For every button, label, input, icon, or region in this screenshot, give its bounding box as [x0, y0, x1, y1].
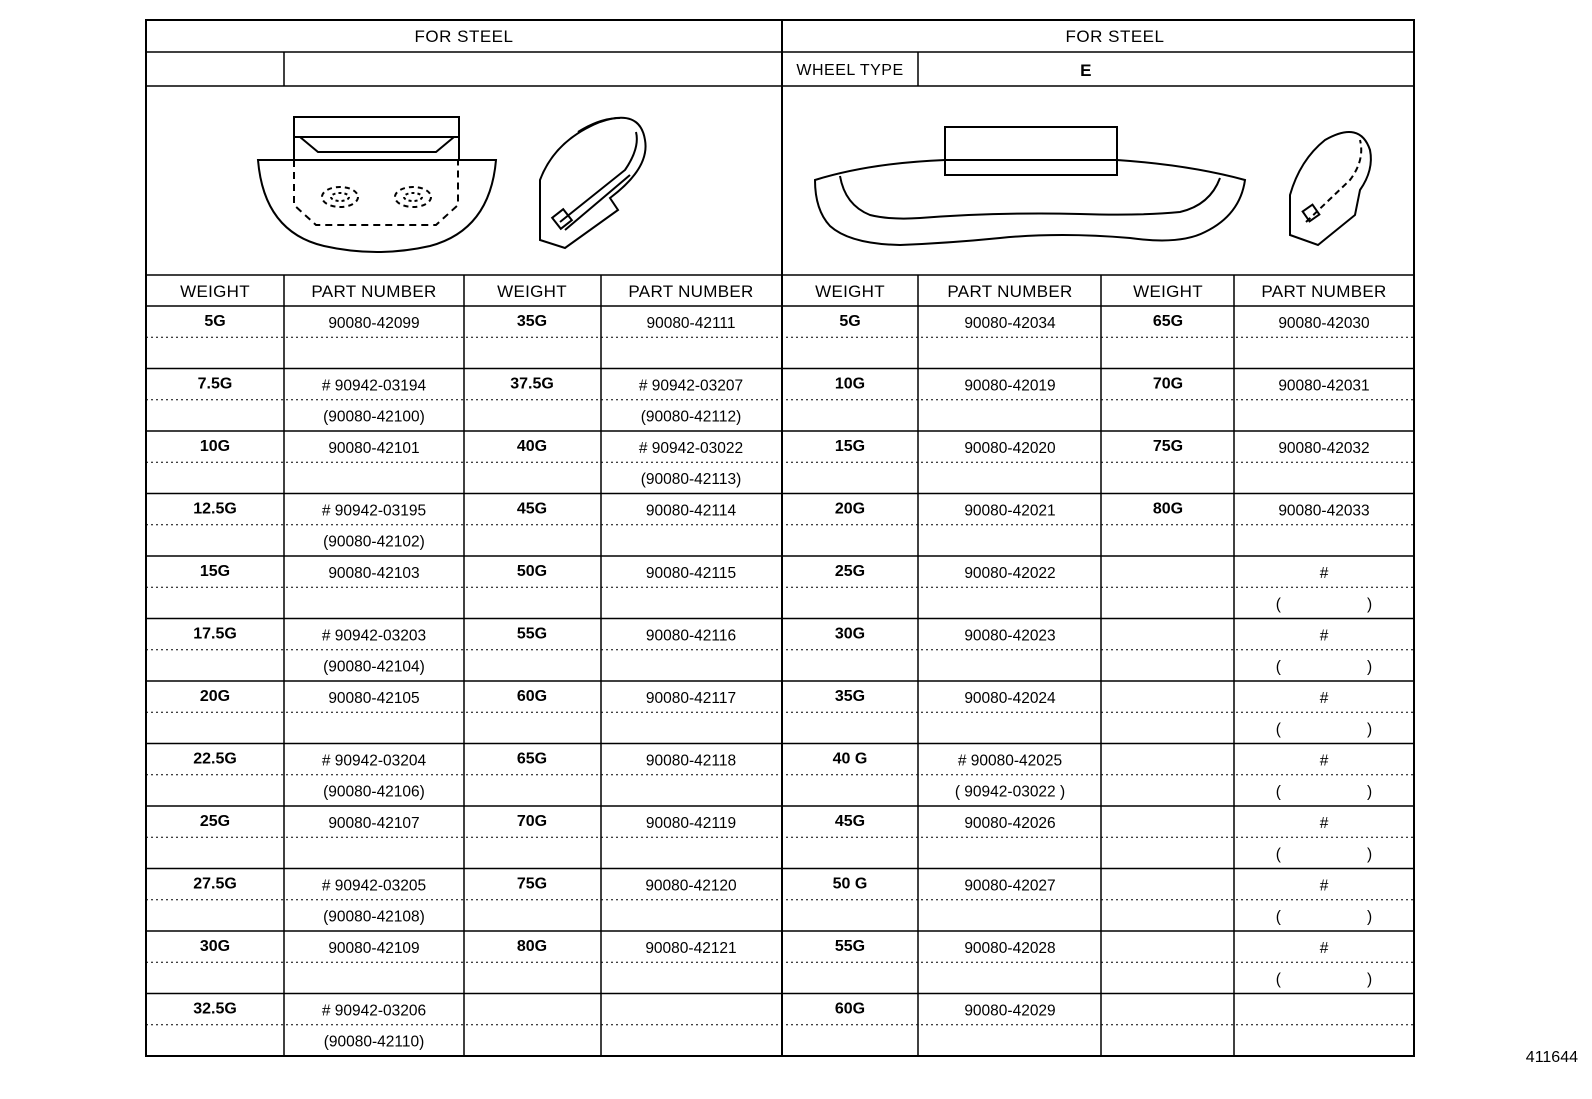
left-part-number-cell: # 90942-03204 [321, 752, 427, 770]
left-part-number-cell: # 90942-03207 [638, 377, 744, 395]
right-alt-part-number-cell: ( 90942-03022 ) [954, 783, 1066, 801]
left-weight-cell: 45G [516, 500, 548, 518]
left-part-number-header-2: PART NUMBER [628, 282, 754, 301]
left-weight-cell: 7.5G [197, 375, 233, 393]
right-alt-part-number-cell: ( ) [1275, 971, 1373, 988]
right-part-number-cell: 90080-42028 [964, 940, 1056, 957]
right-weight-cell: 55G [834, 938, 866, 955]
left-part-number-cell: # 90942-03205 [321, 877, 427, 895]
right-part-number-cell: # [1319, 627, 1329, 645]
right-part-number-cell: 90080-42030 [1278, 315, 1370, 332]
left-part-number-cell: 90080-42111 [646, 315, 736, 332]
left-part-number-cell: 90080-42099 [328, 315, 420, 332]
left-alt-part-number-cell: (90080-42104) [323, 658, 425, 676]
right-part-number-cell: 90080-42034 [964, 315, 1056, 332]
right-weight-cell: 60G [834, 1000, 866, 1018]
right-weight-cell: 30G [834, 625, 866, 643]
left-weight-cell: 12.5G [193, 500, 237, 518]
right-weight-cell: 75G [1152, 438, 1184, 455]
left-part-number-cell: 90080-42105 [328, 690, 420, 707]
right-weight-header-2: WEIGHT [1133, 282, 1203, 301]
left-weight-cell: 15G [199, 563, 231, 580]
left-weight-cell: 35G [516, 313, 548, 330]
right-weight-cell: 50 G [832, 875, 868, 893]
left-part-number-cell: # 90942-03203 [321, 627, 427, 645]
left-part-number-cell: 90080-42121 [645, 940, 737, 957]
left-weight-cell: 32.5G [193, 1000, 237, 1018]
left-weight-cell: 40G [516, 438, 548, 455]
left-weight-cell: 50G [516, 563, 548, 580]
left-part-number-cell: 90080-42119 [645, 815, 737, 832]
right-alt-part-number-cell: ( ) [1275, 658, 1373, 676]
right-alt-part-number-cell: ( ) [1275, 846, 1373, 863]
right-part-number-cell: 90080-42021 [964, 502, 1056, 520]
right-alt-part-number-cell: ( ) [1275, 596, 1373, 613]
right-weight-cell: 5G [839, 313, 861, 330]
left-part-number-cell: 90080-42114 [645, 502, 737, 520]
right-part-number-cell: # [1319, 752, 1329, 770]
wheel-weight-type-e-side-illustration [1290, 132, 1371, 245]
left-part-number-header-1: PART NUMBER [311, 282, 437, 301]
left-part-number-cell: # 90942-03022 [638, 440, 744, 457]
left-part-number-cell: 90080-42117 [645, 690, 737, 707]
right-alt-part-number-cell: ( ) [1275, 908, 1373, 926]
left-weight-cell: 22.5G [193, 750, 237, 768]
right-part-number-cell: 90080-42031 [1278, 377, 1370, 395]
wheel-type-label: WHEEL TYPE [796, 62, 904, 79]
left-part-number-cell: # 90942-03194 [321, 377, 427, 395]
left-part-number-cell: 90080-42115 [645, 565, 737, 582]
document-id: 411644 [1525, 1049, 1578, 1066]
wheel-weight-type-e-front-illustration [815, 127, 1245, 245]
right-alt-part-number-cell: ( ) [1275, 783, 1373, 801]
right-part-number-cell: 90080-42020 [964, 440, 1056, 457]
right-weight-cell: 45G [834, 813, 866, 830]
right-weight-cell: 40 G [832, 750, 868, 768]
left-title: FOR STEEL [414, 27, 514, 46]
right-weight-cell: 35G [834, 688, 866, 705]
left-alt-part-number-cell: (90080-42113) [640, 471, 742, 488]
left-part-number-cell: 90080-42116 [645, 627, 737, 645]
right-weight-header-1: WEIGHT [815, 282, 885, 301]
left-weight-cell: 60G [516, 688, 548, 705]
right-part-number-cell: # [1319, 565, 1329, 582]
right-part-number-cell: 90080-42022 [964, 565, 1056, 582]
left-alt-part-number-cell: (90080-42106) [323, 783, 425, 801]
right-weight-cell: 70G [1152, 375, 1184, 393]
wheel-type-value: E [1080, 61, 1092, 80]
left-part-number-cell: 90080-42107 [328, 815, 420, 832]
left-alt-part-number-cell: (90080-42102) [323, 533, 425, 551]
left-weight-cell: 70G [516, 813, 548, 830]
left-weight-cell: 5G [204, 313, 226, 330]
right-part-number-cell: 90080-42029 [964, 1002, 1056, 1020]
right-weight-cell: 25G [834, 563, 866, 580]
left-weight-cell: 17.5G [193, 625, 237, 643]
left-weight-cell: 27.5G [193, 875, 237, 893]
right-part-number-cell: # [1319, 690, 1329, 707]
left-part-number-cell: 90080-42109 [328, 940, 420, 957]
left-part-number-cell: # 90942-03206 [321, 1002, 427, 1020]
left-weight-cell: 20G [199, 688, 231, 705]
right-part-number-cell: # [1319, 815, 1329, 832]
right-weight-cell: 15G [834, 438, 866, 455]
left-part-number-cell: 90080-42103 [328, 565, 420, 582]
right-part-number-cell: # [1319, 877, 1329, 895]
left-weight-cell: 75G [516, 875, 548, 893]
left-alt-part-number-cell: (90080-42108) [323, 908, 425, 926]
right-title: FOR STEEL [1065, 27, 1165, 46]
right-part-number-cell: 90080-42026 [964, 815, 1056, 832]
right-part-number-cell: 90080-42033 [1278, 502, 1370, 520]
left-part-number-cell: 90080-42120 [645, 877, 737, 895]
right-part-number-cell: # 90080-42025 [957, 752, 1063, 770]
left-weight-header-1: WEIGHT [180, 282, 250, 301]
left-weight-cell: 80G [516, 938, 548, 955]
right-weight-cell: 65G [1152, 313, 1184, 330]
right-weight-cell: 80G [1152, 500, 1184, 518]
right-part-number-cell: # [1319, 940, 1329, 957]
left-weight-cell: 37.5G [510, 375, 554, 393]
right-weight-cell: 10G [834, 375, 866, 393]
left-part-number-cell: # 90942-03195 [321, 502, 427, 520]
left-alt-part-number-cell: (90080-42100) [323, 408, 425, 426]
right-part-number-cell: 90080-42023 [964, 627, 1056, 645]
left-alt-part-number-cell: (90080-42112) [640, 408, 742, 426]
left-weight-cell: 30G [199, 938, 231, 955]
right-part-number-header-2: PART NUMBER [1261, 282, 1387, 301]
left-weight-header-2: WEIGHT [497, 282, 567, 301]
left-alt-part-number-cell: (90080-42110) [323, 1033, 425, 1051]
left-part-number-cell: 90080-42101 [328, 440, 420, 457]
right-part-number-cell: 90080-42032 [1278, 440, 1370, 457]
left-part-number-cell: 90080-42118 [645, 752, 737, 770]
right-weight-cell: 20G [834, 500, 866, 518]
right-part-number-cell: 90080-42027 [964, 877, 1056, 895]
left-weight-cell: 10G [199, 438, 231, 455]
right-alt-part-number-cell: ( ) [1275, 721, 1373, 738]
right-part-number-header-1: PART NUMBER [947, 282, 1073, 301]
right-part-number-cell: 90080-42019 [964, 377, 1056, 395]
left-weight-cell: 25G [199, 813, 231, 830]
left-weight-cell: 65G [516, 750, 548, 768]
right-part-number-cell: 90080-42024 [964, 690, 1056, 707]
clip-on-weight-front-illustration [258, 117, 496, 252]
clip-on-weight-side-illustration [540, 118, 646, 248]
left-weight-cell: 55G [516, 625, 548, 643]
